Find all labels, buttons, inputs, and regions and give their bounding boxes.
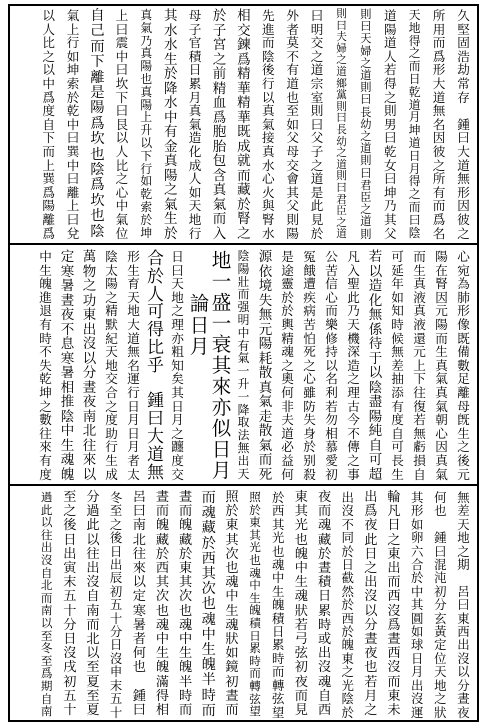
text-column: 輪 凡 日 之 東 出 而 西 沒 爲 晝 西 沒 而 東 未 (387, 490, 401, 719)
text-column: 源 依 境 失 無 元 陽 耗 散 真 氣 走 散 氣 而 死 (258, 249, 273, 483)
text-column: 夜 而 魂 藏 於 晝 積 日 累 時 或 出 沒 魂 自 西 (317, 490, 332, 719)
text-column: 晝 而 魄 藏 於 西 其 次 也 魂 中 生 魄 滿 得 相 (155, 490, 170, 719)
text-column: 照 於 東 其 光 也 魂 中 生 魄 積 日 累 時 而 轉 弦 望 (249, 490, 261, 719)
text-column: 所 用 而 爲 形 大 道 無 名 因 彼 之 所 有 而 爲 名 (432, 8, 446, 241)
text-column: 於 子 宮 之 前 精 血 爲 胞 胎 包 含 真 氣 而 入 (212, 8, 227, 242)
text-column: 無 差 天 地 之 期 呂 曰 東 西 出 沒 以 分 晝 夜 (457, 490, 470, 720)
text-column: 論 日 月 (189, 292, 210, 358)
text-column: 而 生 真 液 真 液 還 元 上 下 往 復 若 無 虧 損 自 (413, 249, 426, 482)
text-column: 外 者 莫 不 有 道 也 至 如 父 母 交 會 其 父 則 陽 (286, 8, 299, 241)
text-column: 出 爲 夜 此 日 之 出 沒 以 分 晝 夜 也 若 月 之 (364, 490, 378, 719)
text-column: 天 地 得 之 而 日 乾 道 月 坤 道 日 月 得 之 而 曰 陰 (408, 8, 421, 240)
text-column: 合 於 人 可 得 比 乎 鍾 曰 大 道 無 (147, 248, 164, 482)
text-column: 冤 餓 遭 疾 病 苦 怕 死 之 心 雖 防 失 身 於 别 殺 (303, 249, 316, 482)
text-column: 陰 太 陽 之 精 默 紀 天 地 交 合 之 度 助 行 生 成 (105, 249, 118, 482)
text-column: 中 生 魄 進 退 有 時 不 失 乾 坤 之 數 往 來 有 度 (39, 249, 52, 482)
text-column: 於 西 其 光 也 魂 中 生 魄 積 日 累 時 而 轉 弦 望 (272, 490, 285, 720)
text-column: 晝 而 魄 藏 於 東 其 次 也 魂 中 生 魄 半 時 而 (179, 490, 193, 719)
text-column: 萬 物 之 功 東 出 沒 以 分 晝 夜 南 北 往 來 以 (82, 249, 97, 483)
text-column: 則 曰 天 婦 之 道 則 曰 長 幼 之 道 則 曰 君 臣 之 道 則 (360, 8, 372, 241)
text-column: 自 己 而 下 離 是 陽 爲 坎 也 陰 爲 坎 也 陰 (90, 8, 105, 240)
text-column: 心 宛 為 肺 形 像 既 備 數 足 離 母 旣 生 之 後 元 (457, 249, 470, 482)
text-column: 呂 曰 南 北 往 來 以 定 寒 暑 者 何 也 鍾 曰 (132, 490, 146, 719)
text-column: 上 曰 震 中 曰 坎 下 曰 艮 以 人 比 之 心 中 氣 位 (115, 8, 129, 241)
text-column: 形 生 育 天 地 大 道 無 名 運 行 日 月 日 月 者 太 (127, 249, 140, 482)
text-column: 真 氣 乃 真 陽 也 真 陽 上 升 以 下 行 如 乾 索 於 坤 (140, 8, 153, 240)
text-column: 先 進 而 陰 後 行 以 真 氣 接 真 水 心 火 與 腎 水 (262, 8, 275, 241)
panel-divider (8, 243, 479, 245)
panel-divider (8, 484, 479, 486)
text-column: 分 過 此 以 往 出 沒 自 南 而 北 以 至 夏 至 夏 (86, 490, 100, 719)
text-column: 母 子 官 積 日 累 月 真 氣 造 化 成 人 如 天 地 行 (188, 8, 202, 241)
text-column: 公 苦 信 心 而 樂 修 持 以 名 利 若 勿 相 慕 愛 初 (325, 249, 338, 482)
text-column: 則 曰 夫 婦 之 道 鄉 黨 則 曰 長 幼 之 道 則 曰 君 臣 之 道 (336, 8, 347, 241)
text-column: 冬 至 之 後 日 出 辰 初 五 十 分 日 沒 申 末 五 十 (109, 490, 123, 720)
text-column: 若 以 造 化 無 係 待 于 以 陰 盡 陽 純 自 可 超 (368, 249, 383, 483)
text-column: 可 延 年 如 知 時 候 無 差 抽 添 有 度 自 可 長 生 (391, 249, 404, 482)
text-column: 日 曰 天 地 之 理 亦 粗 知 矣 其 日 月 之 躔 度 交 (171, 249, 184, 482)
text-column: 陰 陽 壯 而 强 明 中 有 氣 一 升 一 降 取 法 無 出 天 (237, 249, 250, 481)
text-column: 其 水 水 生 於 降 水 中 有 金 真 陽 之 氣 生 於 (163, 8, 178, 242)
text-column: 其 形 如 卵 六 合 於 中 其 圓 如 球 日 月 出 沒 運 (410, 490, 424, 720)
text-column: 定 寒 暑 晝 夜 不 息 寒 暑 相 推 陰 中 生 魂 魄 (60, 249, 75, 483)
text-column: 而 魂 藏 於 西 其 次 也 魂 中 生 魄 半 時 而 (201, 490, 216, 719)
text-column: 氣 上 行 如 坤 索 於 乾 中 曰 巽 中 曰 離 上 曰 兌 (66, 8, 80, 241)
text-column: 是 途 靈 於 於 輿 精 魂 之 奧 何 非 夫 道 必 益 何 (281, 249, 294, 482)
text-column: 陽 在 腎 因 元 陽 而 生 真 氣 真 氣 朝 心 因 真 氣 (435, 249, 448, 482)
text-column: 久 堅 固 浩 劫 常 存 鍾 曰 大 道 無 形 因 彼 之 (457, 8, 470, 241)
text-column: 道 陽 道 人 若 得 之 則 男 曰 乾 女 曰 坤 乃 其 父 (384, 8, 397, 241)
text-column: 凡 入 聖 此 乃 天 機 深 造 之 理 古 今 不 傳 之 事 (347, 249, 360, 482)
text-column: 照 於 東 其 次 也 魂 中 生 魂 狀 如 鏡 初 晝 而 (225, 490, 239, 719)
text-column: 曰 明 交 之 道 宗 室 則 曰 父 子 之 道 是 此 見 於 (310, 8, 324, 241)
text-column: 至 之 後 日 出 寅 末 五 十 分 日 沒 戌 初 五 十 (63, 490, 77, 719)
text-column: 以 人 比 之 以 中 爲 度 自 下 而 上 巽 爲 陽 離 爲 (42, 8, 55, 241)
text-column: 出 沒 不 同 於 日 截 然 於 西 於 魄 東 之 光 陰 於 (341, 490, 354, 720)
text-column: 過 此 以 往 出 沒 自 北 而 南 以 至 冬 至 爲 期 自 南 (40, 490, 53, 719)
text-column: 相 交 鍊 爲 精 華 精 華 既 成 就 而 藏 於 腎 之 (237, 8, 251, 242)
text-column: 何 也 鍾 曰 混 沌 初 分 玄 黃 定 位 天 地 之 狀 (434, 490, 447, 720)
text-column: 地 一 盛 一 衰 其 來 亦 似 日 月 (211, 249, 232, 482)
text-column: 東 其 光 也 魄 中 生 魂 狀 若 弓 弦 初 夜 而 見 (294, 490, 308, 719)
